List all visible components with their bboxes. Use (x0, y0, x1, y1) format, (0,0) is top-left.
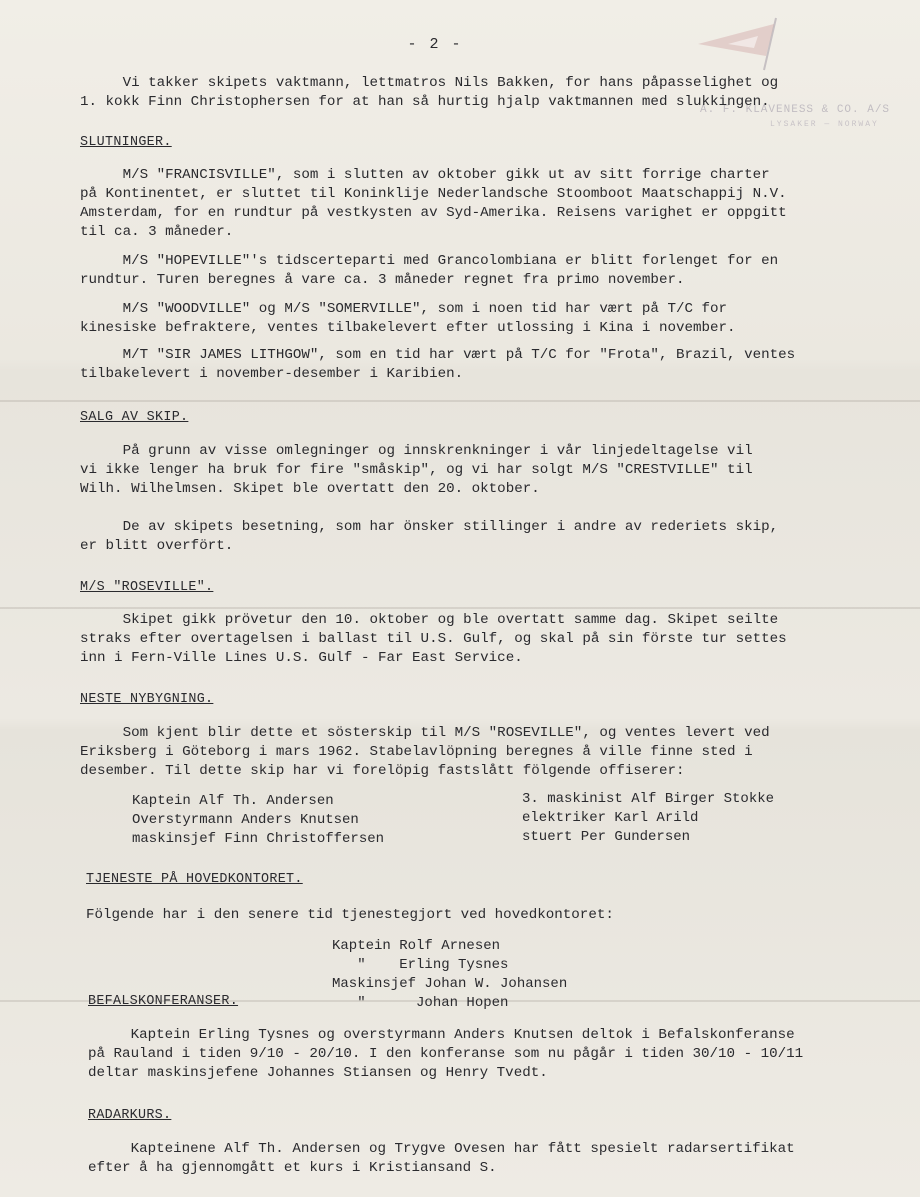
hq-name: " Erling Tysnes (332, 957, 509, 973)
text-line: Wilh. Wilhelmsen. Skipet ble overtatt den 20. oktober. (80, 481, 540, 497)
hq-name: " Johan Hopen (332, 995, 509, 1011)
text-line: 1. kokk Finn Christophersen for at han så hurtig hjalp vaktmannen med slukkingen. (80, 94, 770, 110)
heading-neste-nybygning: NESTE NYBYGNING. (80, 692, 214, 707)
text-line: M/S "WOODVILLE" og M/S "SOMERVILLE", som i noen tid har vært på T/C for (80, 301, 728, 317)
hq-name: Maskinsjef Johan W. Johansen (332, 976, 568, 992)
hq-name: Kaptein Rolf Arnesen (332, 938, 501, 954)
text-line: M/T "SIR JAMES LITHGOW", som en tid har vært på T/C for "Frota", Brazil, ventes (80, 347, 796, 363)
text-line: straks efter overtagelsen i ballast til U.S. Gulf, og skal på sin förste tur settes (80, 631, 787, 647)
hq-names-list (332, 937, 567, 1013)
paragraph-lithgow (80, 346, 795, 384)
paragraph-francisville (80, 166, 787, 242)
letterhead-sub: LYSAKER — NORWAY (770, 120, 879, 129)
text-line: Kaptein Erling Tysnes og overstyrmann Anders Knutsen deltok i Befalskonferanse (88, 1027, 795, 1043)
paragraph-woodville (80, 300, 736, 338)
text-line: tilbakelevert i november-desember i Karibien. (80, 366, 464, 382)
text-line: vi ikke lenger ha bruk for fire "småskip", og vi har solgt M/S "CRESTVILLE" til (80, 462, 753, 478)
heading-roseville: M/S "ROSEVILLE". (80, 580, 214, 595)
paragraph-crew (80, 518, 778, 556)
officer-name: maskinsjef Finn Christoffersen (132, 831, 385, 847)
text-line: Eriksberg i Göteborg i mars 1962. Stabelavlöpning beregnes å ville finne sted i (80, 744, 753, 760)
paragraph-nybygning (80, 724, 770, 781)
paragraph-conference (88, 1026, 803, 1083)
hq-intro: Fölgende har i den senere tid tjenestegjort ved hovedkontoret: (86, 907, 614, 923)
text-line: på Kontinentet, er sluttet til Koninklije Nederlandsche Stoomboot Maatschappij N.V. (80, 186, 787, 202)
paragraph-roseville (80, 611, 787, 668)
officer-name: Overstyrmann Anders Knutsen (132, 812, 359, 828)
heading-befalskonferanser: BEFALSKONFERANSER. (88, 994, 239, 1009)
text-line: Skipet gikk prövetur den 10. oktober og ble overtatt samme dag. Skipet seilte (80, 612, 779, 628)
officers-right-list (522, 790, 774, 847)
officers-left-list (132, 792, 384, 849)
paragraph-crestville (80, 442, 753, 499)
text-line: på Rauland i tiden 9/10 - 20/10. I den konferanse som nu pågår i tiden 30/10 - 10/11 (88, 1046, 804, 1062)
text-line: efter å ha gjennomgått et kurs i Kristiansand S. (88, 1160, 497, 1176)
text-line: desember. Til dette skip har vi forelöpig fastslått fölgende offiserer: (80, 763, 685, 779)
text-line: Som kjent blir dette et sösterskip til M/S "ROSEVILLE", og ventes levert ved (80, 725, 770, 741)
heading-radarkurs: RADARKURS. (88, 1108, 172, 1123)
text-line: Vi takker skipets vaktmann, lettmatros Nils Bakken, for hans påpasselighet og (80, 75, 779, 91)
text-line: deltar maskinsjefene Johannes Stiansen og Henry Tvedt. (88, 1065, 548, 1081)
officer-name: elektriker Karl Arild (522, 810, 699, 826)
heading-slutninger: SLUTNINGER. (80, 135, 172, 150)
text-line: Kapteinene Alf Th. Andersen og Trygve Ovesen har fått spesielt radarsertifikat (88, 1141, 795, 1157)
paper-fold (0, 607, 920, 609)
text-line: M/S "FRANCISVILLE", som i slutten av oktober gikk ut av sitt forrige charter (80, 167, 770, 183)
text-line: kinesiske befraktere, ventes tilbakelevert efter utlossing i Kina i november. (80, 320, 736, 336)
officer-name: 3. maskinist Alf Birger Stokke (522, 791, 775, 807)
page-number: - 2 - (407, 36, 463, 53)
officer-name: stuert Per Gundersen (522, 829, 691, 845)
text-line: Amsterdam, for en rundtur på vestkysten av Syd-Amerika. Reisens varighet er oppgitt (80, 205, 787, 221)
text-line: De av skipets besetning, som har önsker stillinger i andre av rederiets skip, (80, 519, 779, 535)
text-line: er blitt overfört. (80, 538, 234, 554)
text-line: M/S "HOPEVILLE"'s tidscerteparti med Grancolombiana er blitt forlenget for en (80, 253, 779, 269)
text-line: På grunn av visse omlegninger og innskrenkninger i vår linjedeltagelse vil (80, 443, 753, 459)
text-line: inn i Fern-Ville Lines U.S. Gulf - Far East Service. (80, 650, 523, 666)
heading-hovedkontoret: TJENESTE PÅ HOVEDKONTORET. (86, 872, 303, 887)
letterhead-stamp: A. F. KLAVENESS & CO. A/S (700, 104, 891, 116)
text-line: rundtur. Turen beregnes å vare ca. 3 måneder regnet fra primo november. (80, 272, 685, 288)
paper-fold (0, 400, 920, 402)
paragraph-radar (88, 1140, 795, 1178)
intro-paragraph (80, 74, 778, 112)
text-line: til ca. 3 måneder. (80, 224, 234, 240)
officer-name: Kaptein Alf Th. Andersen (132, 793, 334, 809)
heading-salg-av-skip: SALG AV SKIP. (80, 410, 189, 425)
paragraph-hopeville (80, 252, 778, 290)
